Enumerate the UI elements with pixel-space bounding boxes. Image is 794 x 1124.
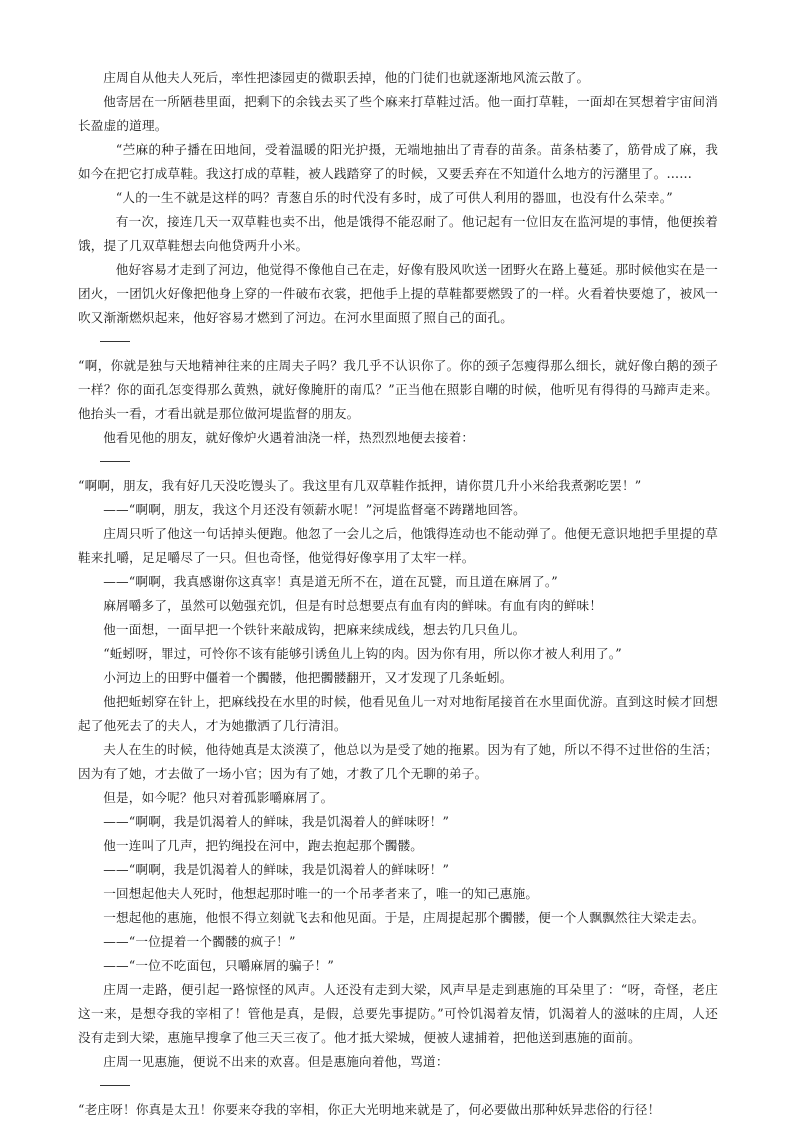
paragraph: 但是，如今呢？他只对着孤影嚼麻屑了。: [103, 790, 334, 805]
dash-separator: [78, 450, 718, 474]
paragraph: 他把蚯蚓穿在针上，把麻线投在水里的时候，他看见鱼儿一对对地衔尾接首在水里面优游。直到这时候才回想起了他死去了的夫人，才为她撒洒了几行清泪。: [78, 694, 718, 733]
paragraph: 他看见他的朋友，就好像炉火遇着油浇一样，热烈烈地便去接着：: [103, 430, 475, 445]
paragraph: 夫人在生的时候，他待她真是太淡漠了，他总以为是受了她的拖累。因为有了她，所以不得不过世俗的生活；因为有了她，才去做了一场小官；因为有了她，才教了几个无聊的弟子。: [78, 742, 718, 781]
paragraph: 庄周一见惠施，便说不出来的欢喜。但是惠施向着他，骂道：: [103, 1054, 449, 1069]
paragraph: 小河边上的田野中僵着一个髑髅，他把髑髅翻开，又才发现了几条蚯蚓。: [103, 670, 513, 685]
paragraph: “蚯蚓呀，罪过，可怜你不该有能够引诱鱼儿上钩的肉。因为你有用，所以你才被人利用了。”: [103, 646, 622, 661]
paragraph: “啊，你就是独与天地精神往来的庄周夫子吗？我几乎不认识你了。你的颈子怎瘦得那么细长，就好像白鹅的颈子一样？你的面孔怎变得那么黄熟，就好像腌肝的南瓜？”正当他在照影自嘲的时候，他听见有得得的马蹄声走来。他抬头一看，才看出就是那位做河堤监督的朋友。: [78, 358, 718, 421]
paragraph: “苎麻的种子播在田地间，受着温暖的阳光护摄，无端地抽出了青春的苗条。苗条枯萎了，筋骨成了麻，我如今在把它打成草鞋。我这打成的草鞋，被人践踏穿了的时候，又要丢弃在不知道什么地方的污潴里了。……: [78, 142, 718, 181]
paragraph: ——“啊啊，我是饥渴着人的鲜味，我是饥渴着人的鲜味呀！”: [103, 862, 450, 877]
paragraph: 有一次，接连几天一双草鞋也卖不出，他是饿得不能忍耐了。他记起有一位旧友在监河堤的事情，他便挨着饿，提了几双草鞋想去向他贷两升小米。: [78, 214, 718, 253]
paragraph: 庄周自从他夫人死后，率性把漆园吏的微职丢掉，他的门徒们也就逐渐地风流云散了。: [103, 70, 590, 85]
paragraph: 一回想起他夫人死时，他想起那时唯一的一个吊孝者来了，唯一的知己惠施。: [103, 886, 539, 901]
story-text: [78, 66, 718, 1122]
paragraph: “啊啊，朋友，我有好几天没吃馒头了。我这里有几双草鞋作抵押，请你贯几升小米给我煮粥吃罢！”: [78, 478, 642, 493]
paragraph: 他好容易才走到了河边，他觉得不像他自己在走，好像有股风吹送一团野火在路上蔓延。那时候他实在是一团火，一团饥火好像把他身上穿的一件破布衣裳，把他手上提的草鞋都要燃毁了的一样。火看着快要熄了，被风一吹又渐渐燃炽起来，他好容易才燃到了河边。在河水里面照了照自己的面孔。: [78, 262, 718, 325]
paragraph: “老庄呀！你真是太丑！你要来夺我的宰相，你正大光明地来就是了，何必要做出那种妖异悲俗的行径！: [78, 1102, 661, 1117]
paragraph: 他寄居在一所陋巷里面，把剩下的余钱去买了些个麻来打草鞋过活。他一面打草鞋，一面却在冥想着宇宙间消长盈虚的道理。: [78, 94, 718, 133]
paragraph: 他一面想，一面早把一个铁针来敲成钩，把麻来续成线，想去钓几只鱼儿。: [103, 622, 526, 637]
paragraph: “人的一生不就是这样的吗？青葱自乐的时代没有多时，成了可供人利用的器皿，也没有什么荣幸。”: [115, 190, 673, 205]
paragraph: ——“啊啊，我真感谢你这真宰！真是道无所不在，道在瓦甓，而且道在麻屑了。”: [103, 574, 558, 589]
paragraph: 麻屑嚼多了，虽然可以勉强充饥，但是有时总想要点有血有肉的鲜味。有血有肉的鲜味！: [103, 598, 603, 613]
paragraph: ——“啊啊，我是饥渴着人的鲜味，我是饥渴着人的鲜味呀！”: [103, 814, 450, 829]
dash-separator: [78, 1074, 718, 1098]
paragraph: 一想起他的惠施，他恨不得立刻就飞去和他见面。于是，庄周提起那个髑髅，便一个人飘飘然往大梁走去。: [103, 910, 705, 925]
paragraph: 庄周只听了他这一句话掉头便跑。他忽了一会儿之后，他饿得连动也不能动弹了。他便无意识地把手里提的草鞋来扎嚼，足足嚼尽了一只。但也奇怪，他觉得好像享用了太牢一样。: [78, 526, 718, 565]
paragraph: ——“一位不吃面包，只嚼麻屑的骗子！”: [103, 958, 334, 973]
paragraph: 他一连叫了几声，把钓绳投在河中，跑去抱起那个髑髅。: [103, 838, 424, 853]
dash-separator: [78, 330, 718, 354]
paragraph: ——“啊啊，朋友，我这个月还没有领薪水呢！”河堤监督毫不踌躇地回答。: [103, 502, 526, 517]
paragraph: ——“一位提着一个髑髅的疯子！”: [103, 934, 296, 949]
paragraph: 庄周一走路，便引起一路惊怪的风声。人还没有走到大梁，风声早是走到惠施的耳朵里了：“呀，奇怪，老庄这一来，是想夺我的宰相了！管他是真，是假，总要先事提防。”可怜饥渴着友情，饥渴着人的滋味的庄周，人还没有走到大梁，惠施早搜拿了他三天三夜了。他才抵大梁城，便被人逮捕着，把他送到惠施的面前。: [78, 982, 718, 1045]
